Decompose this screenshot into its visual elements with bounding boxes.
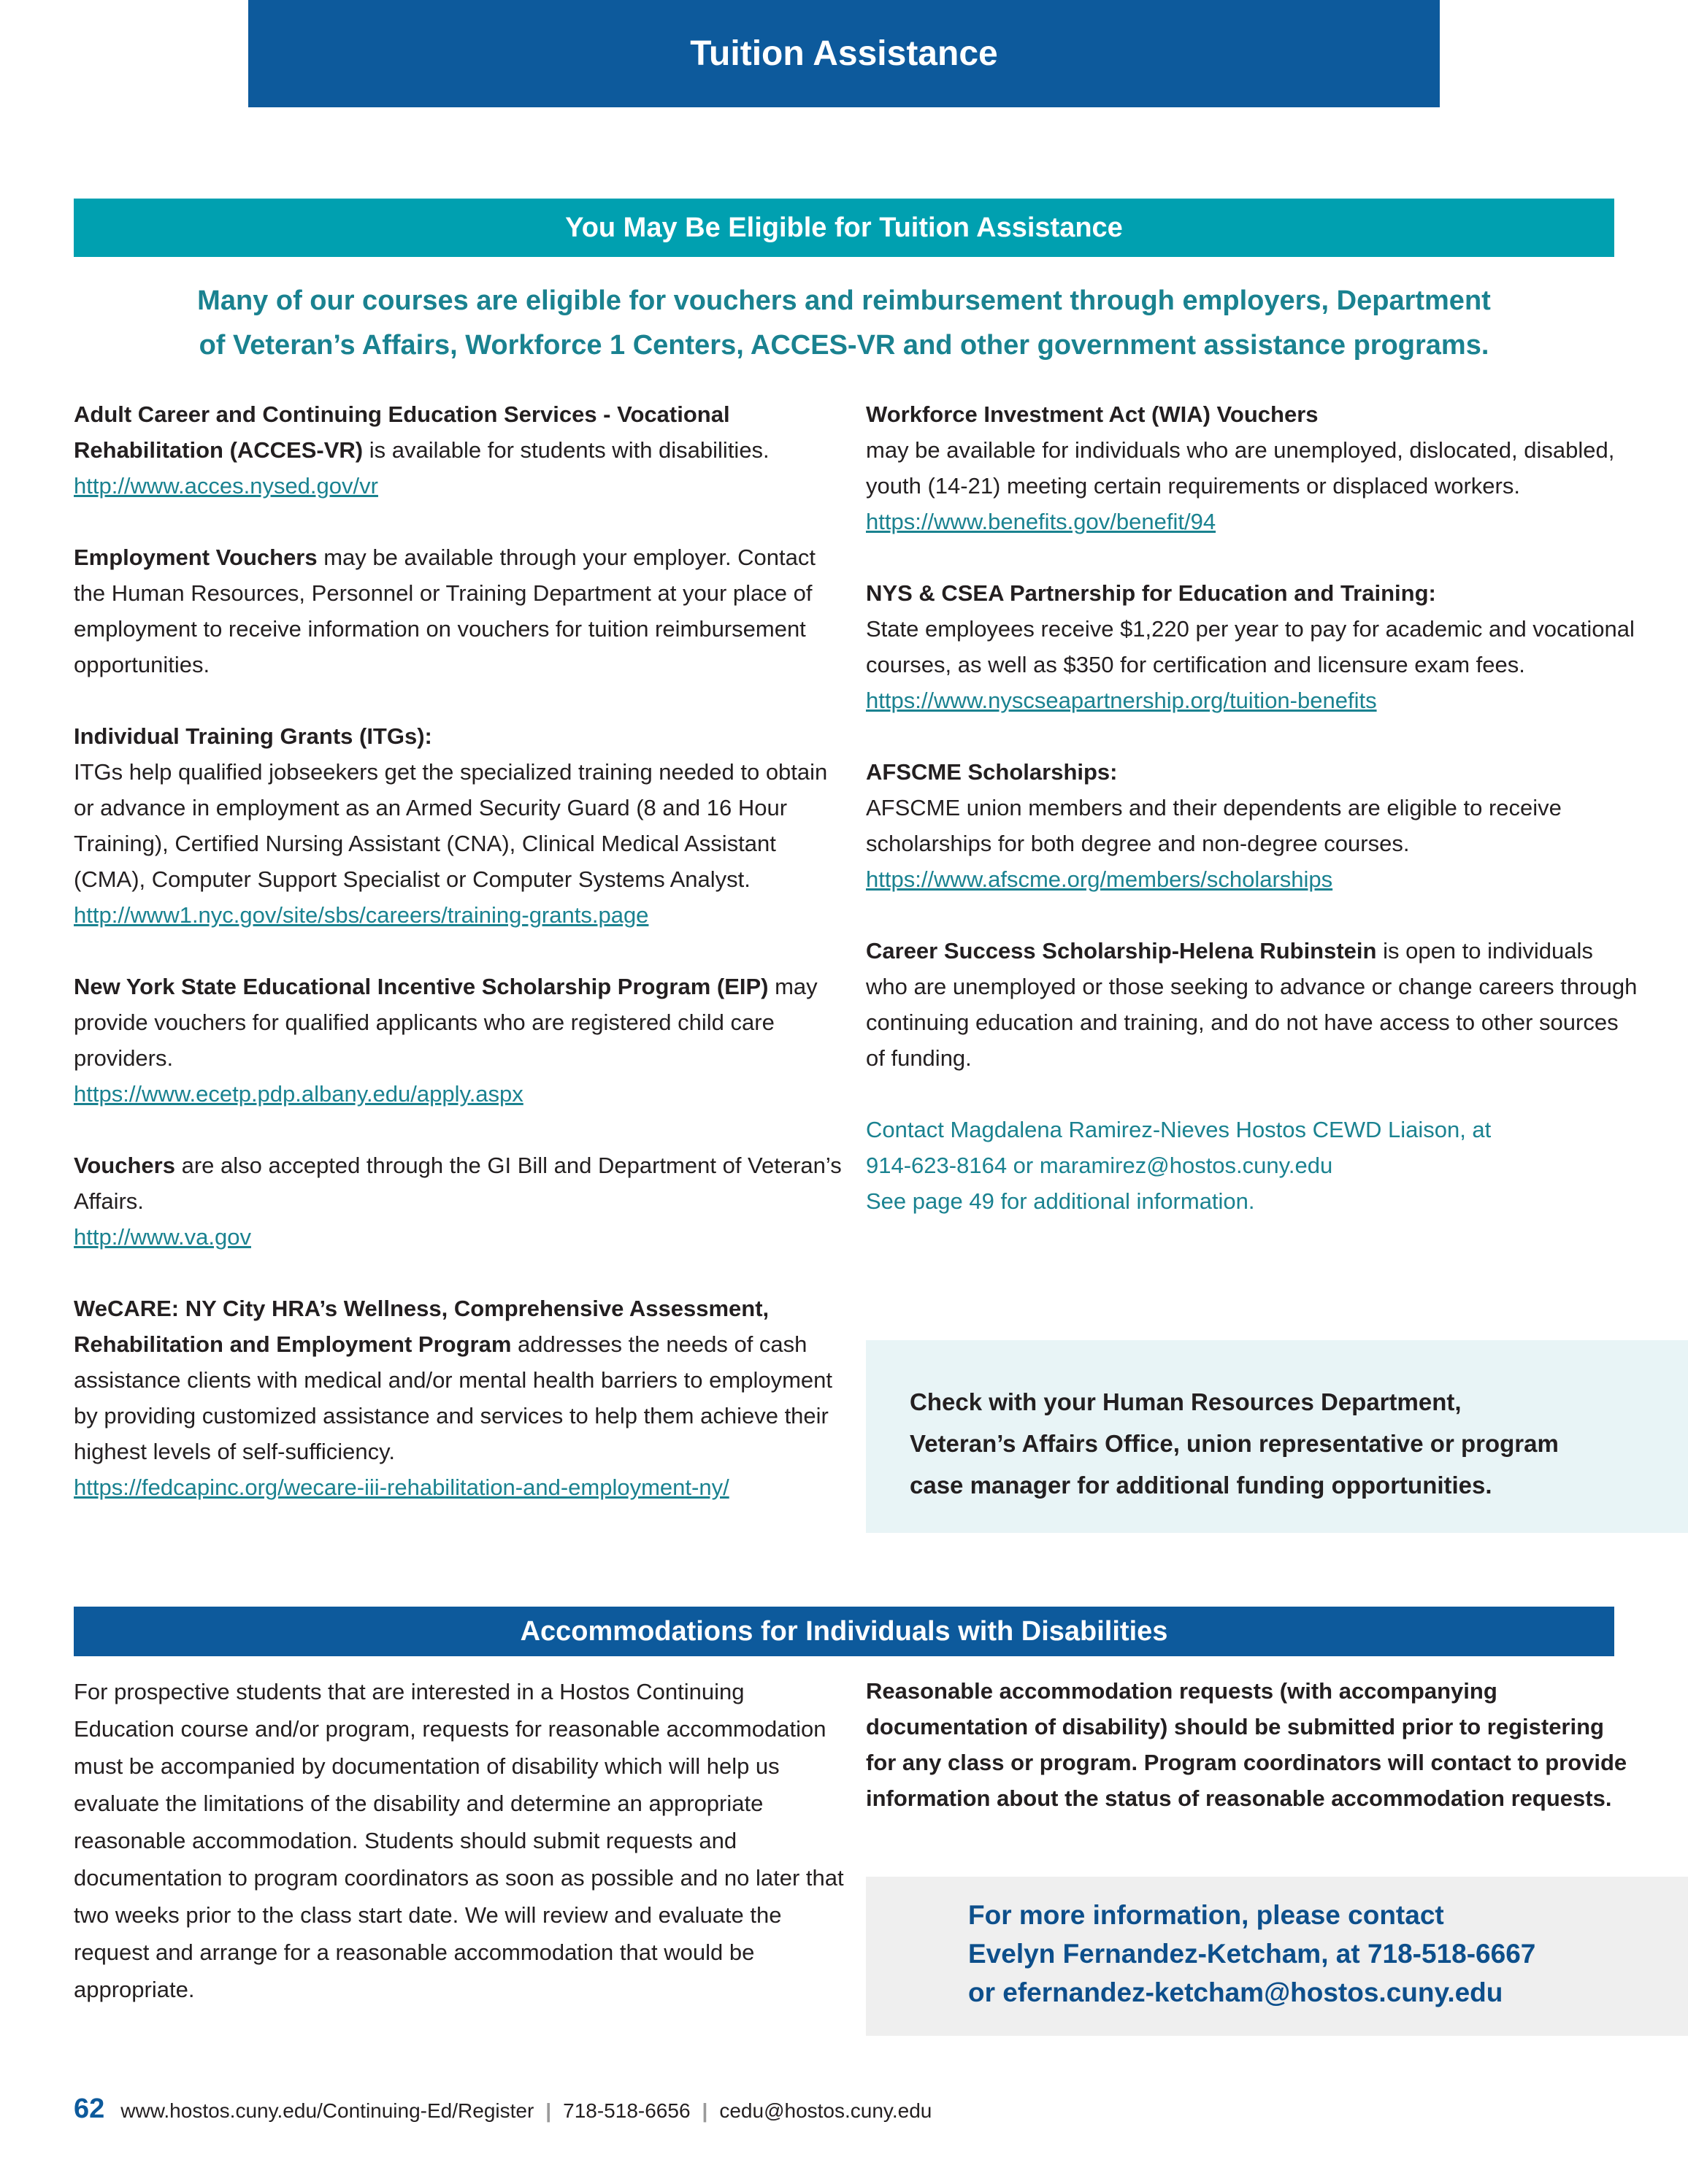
entry-text: may be available for individuals who are unemployed, dislocated, disabled, youth (14-21) meeting certain requirements or displaced workers.	[866, 437, 1615, 499]
entry-employment-vouchers	[74, 539, 848, 682]
entry-text: are also accepted through the GI Bill and Department of Veteran’s Affairs.	[74, 1153, 842, 1214]
entry-text: is open to individuals who are unemployed or those seeking to advance or change careers through continuing education and training, and do not have access to other sources of funding.	[866, 938, 1638, 1071]
info-line: Evelyn Fernandez-Ketcham, at 718-518-6667	[968, 1939, 1536, 1969]
accommodations-contact-callout	[866, 1877, 1688, 2036]
eligible-intro	[74, 279, 1614, 368]
entry-career-success	[866, 933, 1640, 1076]
accommodations-right-text: Reasonable accommodation requests (with accompanying documentation of disability) should be submitted prior to registering for any class or program. Program coordinators will contact to provide information about the status of reasonable accommodation requests.	[866, 1678, 1627, 1811]
callout-line: Check with your Human Resources Department,	[910, 1388, 1462, 1415]
intro-line: Many of our courses are eligible for vouchers and reimbursement through employers, Department	[197, 285, 1491, 316]
entry-wia	[866, 396, 1640, 539]
entry-eip	[74, 969, 848, 1112]
accommodations-left-text: For prospective students that are interested in a Hostos Continuing Education course and/or program, requests for reasonable accommodation must be accompanied by documentation of disability which will help us evaluate the limitations of the disability and determine an appropriate reasonable accommodation. Students should submit requests and documentation to program coordinators as soon as possible and no later that two weeks prior to the class start date. We will review and evaluate the request and arrange for a reasonable accommodation that would be appropriate.	[74, 1679, 844, 2002]
entry-title: Adult Career and Continuing Education Services - Vocational Rehabilitation (ACCES-VR)	[74, 401, 730, 463]
page-title: Tuition Assistance	[690, 34, 998, 73]
footer-separator: |	[702, 2099, 708, 2122]
entry-nys-csea	[866, 575, 1640, 718]
entry-text: State employees receive $1,220 per year to pay for academic and vocational courses, as well as $350 for certification and licensure exam fees.	[866, 616, 1635, 677]
entry-title: WeCARE: NY City HRA’s Wellness, Comprehensive Assessment, Rehabilitation and Employment Program	[74, 1296, 770, 1357]
info-line: For more information, please contact	[968, 1900, 1444, 1930]
footer-website[interactable]: www.hostos.cuny.edu/Continuing-Ed/Register	[120, 2099, 534, 2122]
intro-line: of Veteran’s Affairs, Workforce 1 Centers, ACCES-VR and other government assistance programs.	[199, 330, 1489, 361]
entry-text: ITGs help qualified jobseekers get the specialized training needed to obtain or advance in employment as an Armed Security Guard (8 and 16 Hour Training), Certified Nursing Assistant (CNA), Clinical Medical Assistant (CMA), Computer Support Specialist or Computer Systems Analyst.	[74, 759, 828, 892]
entry-link[interactable]: https://www.nyscseapartnership.org/tuition-benefits	[866, 688, 1377, 713]
entry-link[interactable]: https://www.afscme.org/members/scholarships	[866, 866, 1333, 892]
page-number: 62	[74, 2093, 105, 2124]
entry-text: may provide vouchers for qualified applicants who are registered child care providers.	[74, 974, 818, 1071]
info-line: or efernandez-ketcham@hostos.cuny.edu	[968, 1977, 1503, 2007]
entry-link[interactable]: http://www.acces.nysed.gov/vr	[74, 473, 378, 499]
footer-phone: 718-518-6656	[563, 2099, 691, 2122]
left-column	[74, 396, 848, 1541]
entry-text: AFSCME union members and their dependents are eligible to receive scholarships for both degree and non-degree courses.	[866, 795, 1562, 856]
eligible-section-bar	[74, 199, 1614, 257]
entry-title: Vouchers	[74, 1153, 175, 1178]
liaison-contact	[866, 1112, 1640, 1219]
entry-afscme	[866, 754, 1640, 897]
funding-callout	[866, 1340, 1688, 1533]
contact-line: 914-623-8164 or maramirez@hostos.cuny.edu	[866, 1153, 1333, 1178]
entry-title: New York State Educational Incentive Scholarship Program (EIP)	[74, 974, 769, 999]
entry-title: Workforce Investment Act (WIA) Vouchers	[866, 401, 1319, 427]
entry-link[interactable]: https://www.benefits.gov/benefit/94	[866, 509, 1216, 534]
entry-link[interactable]: http://www.va.gov	[74, 1224, 251, 1250]
entry-link[interactable]: http://www1.nyc.gov/site/sbs/careers/training-grants.page	[74, 902, 649, 928]
entry-link[interactable]: https://fedcapinc.org/wecare-iii-rehabilitation-and-employment-ny/	[74, 1474, 729, 1500]
entry-gi-bill	[74, 1147, 848, 1255]
entry-title: Career Success Scholarship-Helena Rubinstein	[866, 938, 1377, 964]
entry-title: Individual Training Grants (ITGs):	[74, 723, 432, 749]
callout-line: case manager for additional funding opportunities.	[910, 1472, 1492, 1499]
entry-text: is available for students with disabilities.	[363, 437, 770, 463]
entry-itg	[74, 718, 848, 933]
contact-line: See page 49 for additional information.	[866, 1188, 1255, 1214]
footer-email[interactable]: cedu@hostos.cuny.edu	[719, 2099, 932, 2122]
entry-title: Employment Vouchers	[74, 545, 318, 570]
entry-text: addresses the needs of cash assistance clients with medical and/or mental health barriers to employment by providing customized assistance and services to help them achieve their highest levels of self-sufficiency.	[74, 1331, 832, 1464]
entry-wecare	[74, 1291, 848, 1505]
entry-title: AFSCME Scholarships:	[866, 759, 1118, 785]
entry-link[interactable]: https://www.ecetp.pdp.albany.edu/apply.aspx	[74, 1081, 523, 1107]
contact-line: Contact Magdalena Ramirez-Nieves Hostos CEWD Liaison, at	[866, 1117, 1492, 1142]
entry-text: may be available through your employer. Contact the Human Resources, Personnel or Training Department at your place of employment to receive information on vouchers for tuition reimbursement opportunities.	[74, 545, 816, 677]
page-footer	[74, 2093, 932, 2125]
footer-separator: |	[545, 2099, 552, 2122]
entry-acces-vr	[74, 396, 848, 504]
right-column	[866, 396, 1640, 1219]
entry-title: NYS & CSEA Partnership for Education and Training:	[866, 580, 1436, 606]
accommodations-section-bar	[74, 1607, 1614, 1656]
callout-line: Veteran’s Affairs Office, union representative or program	[910, 1430, 1559, 1457]
page-title-banner	[248, 0, 1440, 107]
accommodations-heading: Accommodations for Individuals with Disabilities	[520, 1615, 1168, 1647]
eligible-heading: You May Be Eligible for Tuition Assistance	[565, 212, 1123, 243]
